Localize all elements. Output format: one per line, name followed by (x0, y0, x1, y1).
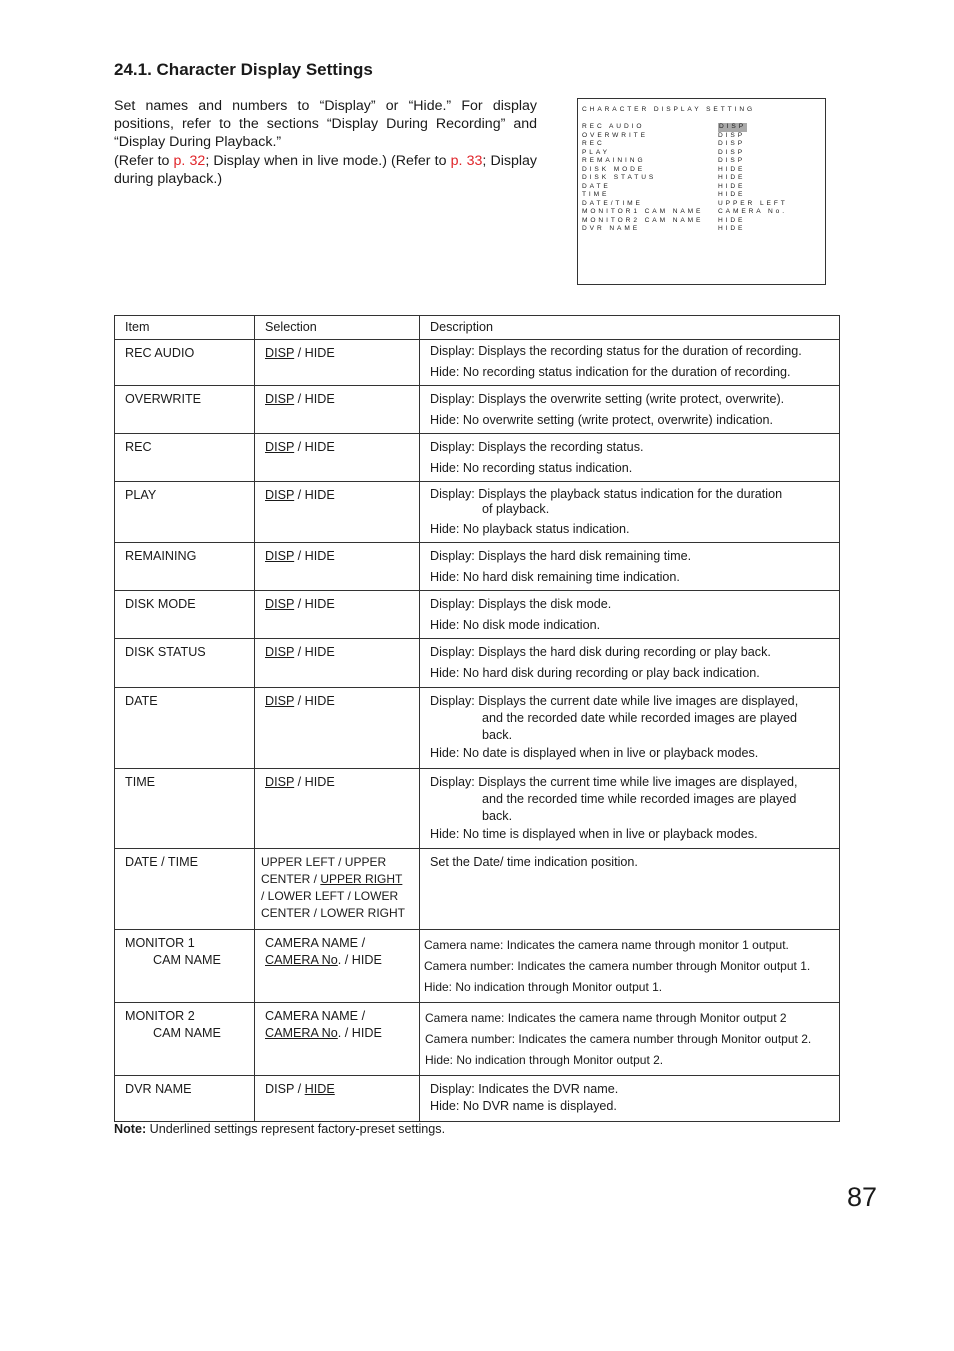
item-cell: OVERWRITE (115, 386, 255, 434)
description-line: Camera name: Indicates the camera name through monitor 1 output. (424, 938, 789, 952)
column-header-item: Item (115, 316, 255, 340)
screen-row (582, 200, 788, 209)
description-cell (420, 639, 840, 688)
screen-row-label: REC AUDIO (582, 123, 645, 130)
settings-table (114, 315, 840, 1122)
default-option: DISP (265, 549, 295, 563)
description-line: Camera number: Indicates the camera number through Monitor output 1. (424, 959, 811, 973)
item-line: MONITOR 1 (125, 936, 195, 950)
option-line: CAMERA NAME / (265, 936, 366, 950)
screen-row-label: MONITOR2 CAM NAME (582, 216, 704, 224)
option-line: / LOWER LEFT / LOWER (261, 889, 399, 903)
description-line: Display: Displays the disk mode. (430, 597, 612, 611)
selection-cell (255, 769, 420, 849)
item-cell: DVR NAME (115, 1076, 255, 1122)
table-header-row (115, 316, 840, 340)
description-continuation: back. (482, 809, 513, 823)
description-cell (420, 1003, 840, 1076)
screen-row-label: DISK STATUS (582, 174, 657, 181)
selection-cell (255, 543, 420, 591)
section-heading: 24.1. Character Display Settings (114, 60, 373, 79)
description-text: Display: Displays the current date while live images are displayed, (430, 694, 799, 708)
description-cell (420, 688, 840, 769)
description-line: Display: Displays the recording status. (430, 440, 644, 454)
selection-cell (255, 434, 420, 482)
selection-cell (255, 340, 420, 386)
option-line (261, 871, 415, 888)
option-line (265, 1025, 410, 1042)
screen-row-value: HIDE (718, 191, 746, 198)
selection-cell (255, 386, 420, 434)
description-line: Hide: No indication through Monitor output 1. (424, 980, 663, 994)
item-cell: DATE / TIME (115, 849, 255, 930)
table-row (115, 849, 840, 930)
screen-row-value: HIDE (718, 174, 746, 181)
selection-cell (255, 1003, 420, 1076)
screen-row (582, 191, 788, 200)
screen-row (582, 149, 788, 158)
selection-cell (255, 1076, 420, 1122)
other-option: / HIDE (294, 694, 335, 708)
description-line: Hide: No time is displayed when in live or playback modes. (430, 827, 758, 841)
item-cell: DISK STATUS (115, 639, 255, 688)
description-line: Set the Date/ time indication position. (430, 855, 638, 869)
column-header-description: Description (420, 316, 840, 340)
description-line: Hide: No hard disk remaining time indication. (430, 570, 680, 584)
default-option: CAMERA No (265, 1026, 338, 1040)
screen-row-label: TIME (582, 191, 610, 198)
option-line (265, 952, 410, 969)
other-option: / HIDE (294, 488, 335, 502)
option-line: UPPER LEFT / UPPER (261, 855, 387, 869)
note-text: Underlined settings represent factory-preset settings. (146, 1122, 446, 1136)
description-continuation: back. (482, 728, 513, 742)
screen-row-value: DISP (718, 140, 745, 147)
option-text: . / HIDE (337, 953, 382, 967)
settings-screen-illustration (577, 98, 826, 285)
screen-row-label: MONITOR1 CAM NAME (582, 208, 704, 215)
screen-row-value: UPPER LEFT (718, 199, 788, 207)
description-text: Display: Displays the current time while live images are displayed, (430, 775, 798, 789)
description-line: Hide: No recording status indication. (430, 461, 633, 475)
item-cell: REC (115, 434, 255, 482)
screen-row (582, 174, 788, 183)
description-line: Hide: No recording status indication for the duration of recording. (430, 365, 791, 379)
screen-row (582, 140, 788, 149)
table-row (115, 591, 840, 639)
default-option: DISP (265, 775, 295, 789)
item-cell: REMAINING (115, 543, 255, 591)
other-option: / HIDE (294, 775, 335, 789)
screen-row-label: DVR NAME (582, 225, 641, 232)
screen-row-label: DATE (582, 182, 611, 190)
table-row (115, 543, 840, 591)
option-text: . / HIDE (337, 1026, 382, 1040)
default-option: CAMERA No (265, 953, 338, 967)
description-line: Camera number: Indicates the camera number through Monitor output 2. (425, 1032, 812, 1046)
table-row (115, 340, 840, 386)
description-line: Hide: No disk mode indication. (430, 618, 601, 632)
item-cell: DISK MODE (115, 591, 255, 639)
item-cell: DATE (115, 688, 255, 769)
selection-cell (255, 930, 420, 1003)
description-line: Display: Displays the hard disk during recording or play back. (430, 645, 771, 659)
description-line: Camera name: Indicates the camera name through Monitor output 2 (425, 1011, 787, 1025)
intro-references (114, 152, 537, 188)
description-text: Display: Displays the playback status indication for the duration (430, 487, 783, 501)
default-option: DISP (265, 597, 295, 611)
intro-ref-text: ; Display during playback.) (114, 152, 537, 187)
option-line: CENTER / LOWER RIGHT (261, 906, 406, 920)
screen-row-value-selected: DISP (719, 123, 746, 130)
selection-cell (255, 849, 420, 930)
description-cell (420, 591, 840, 639)
item-line: MONITOR 2 (125, 1009, 195, 1023)
table-row (115, 482, 840, 543)
description-cell (420, 543, 840, 591)
description-cell (420, 1076, 840, 1122)
selection-cell (255, 591, 420, 639)
other-option: / HIDE (294, 549, 335, 563)
default-option: DISP (265, 694, 295, 708)
item-line: CAM NAME (153, 953, 221, 967)
item-line: CAM NAME (153, 1026, 221, 1040)
description-line: Display: Indicates the DVR name. (430, 1082, 619, 1096)
page-link-32[interactable]: p. 32 (173, 152, 206, 169)
default-option: DISP (265, 488, 295, 502)
description-cell (420, 849, 840, 930)
default-option: HIDE (304, 1082, 335, 1096)
screen-row (582, 123, 788, 132)
screen-row-label: DATE/TIME (582, 199, 643, 207)
note-label: Note: (114, 1122, 147, 1136)
screen-row-value: DISP (718, 148, 745, 156)
table-row (115, 434, 840, 482)
screen-row (582, 183, 788, 192)
screen-row-value: HIDE (718, 225, 746, 232)
item-cell (115, 1003, 255, 1076)
description-line: Hide: No DVR name is displayed. (430, 1099, 617, 1113)
screen-row-label: REC (582, 140, 605, 147)
description-line (430, 774, 830, 825)
other-option: DISP / (265, 1082, 305, 1096)
intro-ref-text: ; Display when in live mode.) (Refer to (205, 152, 451, 169)
table-row (115, 688, 840, 769)
table-row (115, 930, 840, 1003)
description-line: Display: Displays the hard disk remaining time. (430, 549, 692, 563)
selection-cell (255, 639, 420, 688)
description-cell (420, 482, 840, 543)
item-cell (115, 930, 255, 1003)
description-line: Hide: No playback status indication. (430, 522, 630, 536)
description-cell (420, 434, 840, 482)
default-option: DISP (265, 392, 295, 406)
description-line: Hide: No indication through Monitor output 2. (425, 1053, 664, 1067)
selection-cell (255, 482, 420, 543)
other-option: / HIDE (294, 346, 335, 360)
description-line (430, 487, 830, 517)
screen-row-value: CAMERA No. (718, 208, 787, 215)
screen-row-value: DISP (718, 157, 745, 164)
screen-row (582, 217, 788, 226)
screen-row (582, 166, 788, 175)
table-row (115, 1076, 840, 1122)
table-row (115, 1003, 840, 1076)
option-text: CENTER / (261, 872, 321, 886)
screen-rows (582, 123, 788, 234)
screen-row-value: HIDE (718, 182, 746, 190)
footnote (114, 1122, 445, 1136)
description-line: Display: Displays the recording status for the duration of recording. (430, 344, 802, 358)
description-cell (420, 386, 840, 434)
screen-row-label: OVERWRITE (582, 131, 648, 139)
item-cell: PLAY (115, 482, 255, 543)
page-number: 87 (847, 1182, 878, 1212)
intro-text (114, 97, 537, 188)
option-line: CAMERA NAME / (265, 1009, 366, 1023)
default-option: DISP (265, 346, 295, 360)
screen-row (582, 225, 788, 234)
screen-row (582, 157, 788, 166)
screen-row-value: HIDE (718, 216, 746, 224)
table-row (115, 386, 840, 434)
item-cell: REC AUDIO (115, 340, 255, 386)
description-cell (420, 930, 840, 1003)
description-line: Hide: No date is displayed when in live or playback modes. (430, 746, 759, 760)
column-header-selection: Selection (255, 316, 420, 340)
screen-row-label: REMAINING (582, 157, 646, 164)
description-line: Hide: No overwrite setting (write protect, overwrite) indication. (430, 413, 773, 427)
screen-row-label: PLAY (582, 148, 610, 156)
description-cell (420, 340, 840, 386)
screen-row-value: DISP (718, 131, 745, 139)
item-cell: TIME (115, 769, 255, 849)
screen-row (582, 208, 788, 217)
selection-cell (255, 688, 420, 769)
intro-ref-text: (Refer to (114, 152, 174, 169)
description-continuation: and the recorded time while recorded images are played (482, 792, 797, 806)
other-option: / HIDE (294, 440, 335, 454)
table-row (115, 769, 840, 849)
description-line: Display: Displays the overwrite setting (write protect, overwrite). (430, 392, 785, 406)
screen-row-label: DISK MODE (582, 165, 646, 173)
default-option: DISP (265, 645, 295, 659)
table-row (115, 639, 840, 688)
screen-title: CHARACTER DISPLAY SETTING (582, 106, 756, 113)
intro-paragraph: Set names and numbers to “Display” or “Hide.” For display positions, refer to the sections “Display During Recording” and “Display During Playback.” (114, 98, 537, 151)
other-option: / HIDE (294, 597, 335, 611)
description-line (430, 693, 830, 744)
screen-row (582, 132, 788, 141)
default-option: DISP (265, 440, 295, 454)
other-option: / HIDE (294, 392, 335, 406)
description-continuation: of playback. (482, 502, 550, 516)
description-line: Hide: No hard disk during recording or play back indication. (430, 666, 760, 680)
other-option: / HIDE (294, 645, 335, 659)
page-link-33[interactable]: p. 33 (450, 152, 483, 169)
screen-row-value: HIDE (718, 165, 746, 173)
description-continuation: and the recorded date while recorded images are played (482, 711, 798, 725)
default-option: UPPER RIGHT (320, 872, 403, 886)
description-cell (420, 769, 840, 849)
